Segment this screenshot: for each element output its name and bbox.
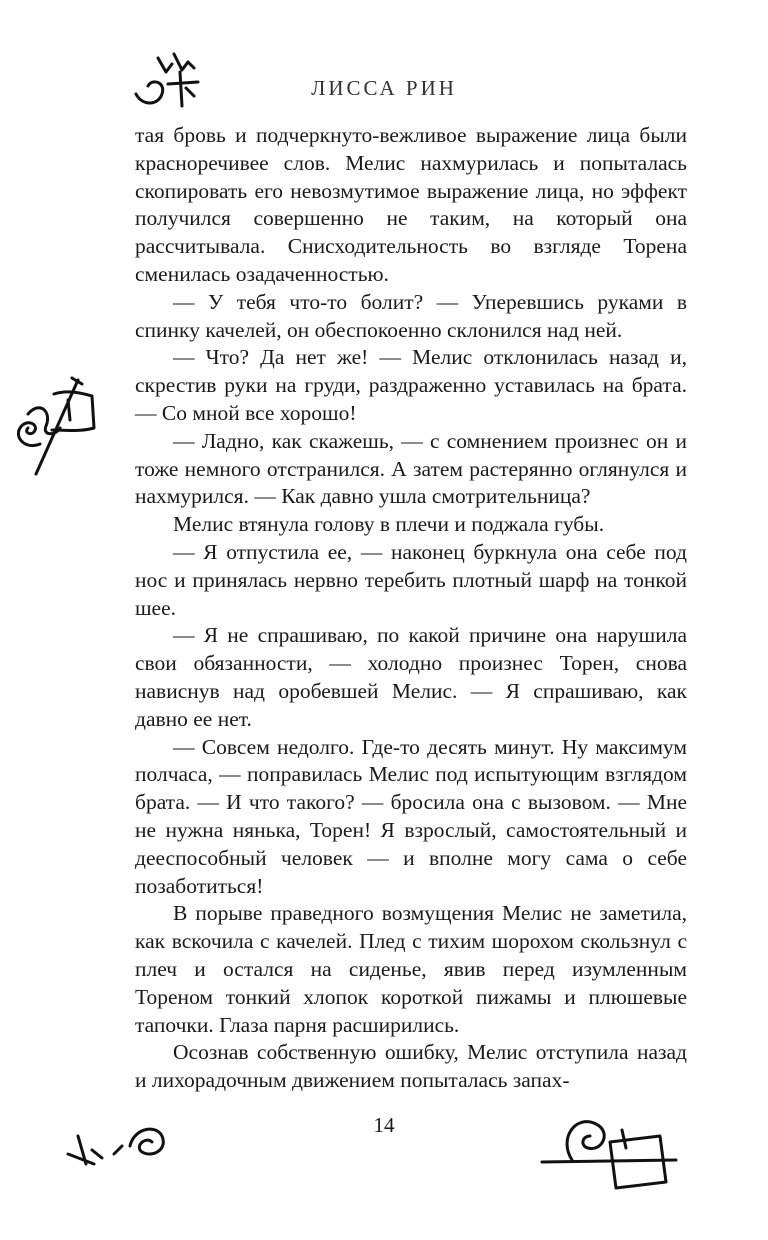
body-text: [135, 122, 687, 1095]
paragraph: Осознав собственную ошибку, Мелис отступила назад и лихорадочным движением попыталась запах-: [135, 1040, 687, 1093]
handwritten-doodle-bottom-left: [58, 1106, 178, 1176]
paragraph: — У тебя что-то болит? — Уперевшись руками в спинку качелей, он обеспокоенно склонился над ней.: [135, 289, 687, 342]
handwritten-doodle-left-middle: [6, 374, 106, 480]
paragraph: — Что? Да нет же! — Мелис отклонилась назад и, скрестив руки на груди, раздраженно уставилась на брата. — Со мной все хорошо!: [135, 345, 687, 425]
paragraph: — Я отпустила ее, — наконец буркнула она себе под нос и принялась нервно теребить плотный шарф на тонкой шее.: [135, 539, 687, 620]
handwritten-doodle-bottom-right: [536, 1108, 686, 1204]
paragraph: В порыве праведного возмущения Мелис не заметила, как вскочила с качелей. Плед с тихим шорохом скользнул с плеч и остался на сиденье, явив перед изумленным Тореном тонкий хлопок короткой пижамы и плюшевые тапочки. Глаза парня расширились.: [135, 901, 687, 1037]
paragraph: тая бровь и подчеркнуто-вежливое выражение лица были красноречивее слов. Мелис нахмурилась и попыталась скопировать его невозмутимое выражение лица, но эффект получился совершенно не таким, на который она рассчитывала. Снисходительность во взгляде Торена сменилась озадаченностью.: [135, 123, 687, 286]
paragraph: — Я не спрашиваю, по какой причине она нарушила свои обязанности, — холодно произнес Торен, снова нависнув над оробевшей Мелис. — Я спрашиваю, как давно ее нет.: [135, 623, 687, 731]
page-number: 14: [373, 1113, 395, 1137]
paragraph: — Ладно, как скажешь, — с сомнением произнес он и тоже немного отстранился. А затем растерянно оглянулся и нахмурился. — Как давно ушла смотрительница?: [135, 428, 687, 509]
paragraph: Мелис втянула голову в плечи и поджала губы.: [173, 512, 605, 537]
running-header: ЛИССА РИН: [311, 76, 457, 100]
paragraph: — Совсем недолго. Где-то десять минут. Ну максимум полчаса, — поправилась Мелис под испытующим взглядом брата. — И что такого? — бросила она с вызовом. — Мне не нужна нянька, Торен! Я взрослый, самостоятельный и дееспособный человек — и вполне могу сама о себе позаботиться!: [135, 734, 687, 898]
handwritten-doodle-top-left: [128, 48, 208, 118]
